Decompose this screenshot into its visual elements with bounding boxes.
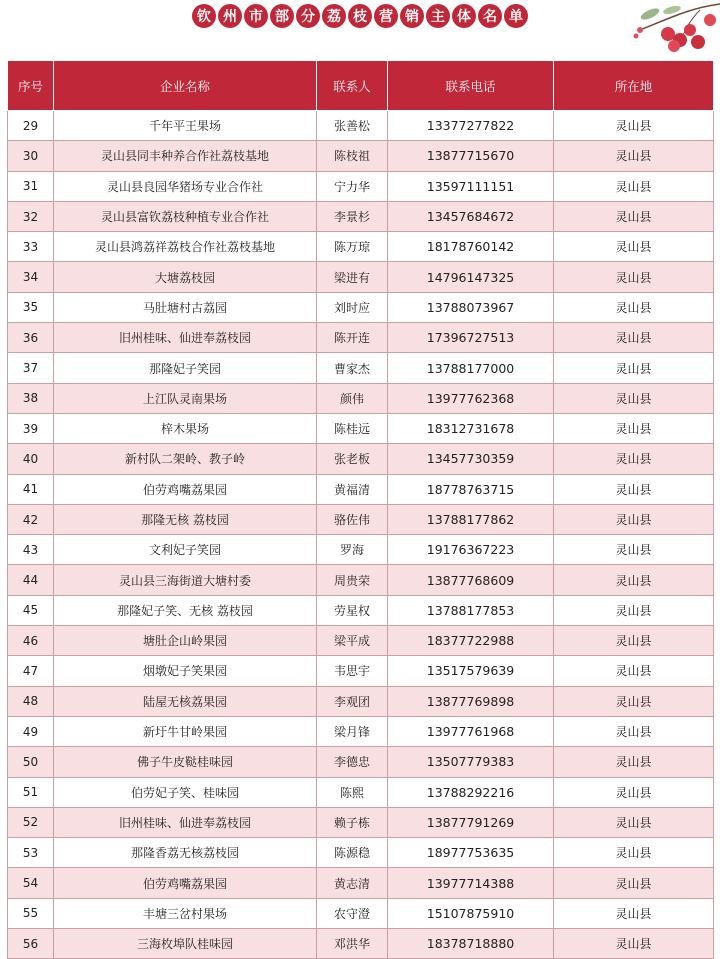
cell-phone: 13977714388 bbox=[388, 868, 554, 898]
cell-phone: 18178760142 bbox=[388, 232, 554, 262]
cell-name: 大塘荔枝园 bbox=[54, 262, 317, 292]
cell-contact: 农守澄 bbox=[317, 898, 388, 928]
cell-seq: 46 bbox=[8, 626, 54, 656]
cell-seq: 49 bbox=[8, 716, 54, 746]
cell-contact: 宁力华 bbox=[317, 171, 388, 201]
cell-phone: 19176367223 bbox=[388, 535, 554, 565]
cell-location: 灵山县 bbox=[554, 898, 714, 928]
cell-location: 灵山县 bbox=[554, 111, 714, 141]
cell-seq: 41 bbox=[8, 474, 54, 504]
cell-phone: 18377722988 bbox=[388, 626, 554, 656]
table-row bbox=[8, 504, 714, 534]
cell-seq: 32 bbox=[8, 201, 54, 231]
cell-location: 灵山县 bbox=[554, 716, 714, 746]
header-location: 所在地 bbox=[554, 61, 714, 111]
cell-seq: 37 bbox=[8, 353, 54, 383]
cell-seq: 29 bbox=[8, 111, 54, 141]
cell-name: 那隆香荔无核荔枝园 bbox=[54, 838, 317, 868]
cell-phone: 13977761968 bbox=[388, 716, 554, 746]
title-char: 单 bbox=[504, 4, 528, 28]
cell-contact: 韦思宇 bbox=[317, 656, 388, 686]
cell-contact: 黄志清 bbox=[317, 868, 388, 898]
cell-phone: 13977762368 bbox=[388, 383, 554, 413]
cell-location: 灵山县 bbox=[554, 323, 714, 353]
cell-contact: 赖子栋 bbox=[317, 807, 388, 837]
table-row bbox=[8, 656, 714, 686]
cell-name: 马肚塘村古荔园 bbox=[54, 292, 317, 322]
cell-phone: 13788292216 bbox=[388, 777, 554, 807]
table-row bbox=[8, 595, 714, 625]
table-header-row bbox=[8, 61, 714, 111]
cell-contact: 骆佐伟 bbox=[317, 504, 388, 534]
cell-phone: 13877769898 bbox=[388, 686, 554, 716]
cell-seq: 54 bbox=[8, 868, 54, 898]
cell-seq: 43 bbox=[8, 535, 54, 565]
cell-contact: 梁平成 bbox=[317, 626, 388, 656]
cell-phone: 18378718880 bbox=[388, 929, 554, 959]
cell-name: 旧州桂味、仙进奉荔枝园 bbox=[54, 807, 317, 837]
cell-seq: 33 bbox=[8, 232, 54, 262]
cell-contact: 陈枝祖 bbox=[317, 141, 388, 171]
cell-seq: 48 bbox=[8, 686, 54, 716]
cell-location: 灵山县 bbox=[554, 353, 714, 383]
cell-name: 伯劳鸡嘴荔果园 bbox=[54, 868, 317, 898]
cell-contact: 黄福清 bbox=[317, 474, 388, 504]
table-row bbox=[8, 383, 714, 413]
cell-phone: 13877791269 bbox=[388, 807, 554, 837]
cell-location: 灵山县 bbox=[554, 868, 714, 898]
cell-phone: 13457684672 bbox=[388, 201, 554, 231]
cell-location: 灵山县 bbox=[554, 413, 714, 443]
cell-phone: 13788177862 bbox=[388, 504, 554, 534]
cell-location: 灵山县 bbox=[554, 262, 714, 292]
cell-contact: 陈桂远 bbox=[317, 413, 388, 443]
cell-contact: 颜伟 bbox=[317, 383, 388, 413]
table-row bbox=[8, 626, 714, 656]
cell-location: 灵山县 bbox=[554, 201, 714, 231]
cell-location: 灵山县 bbox=[554, 565, 714, 595]
cell-contact: 邓洪华 bbox=[317, 929, 388, 959]
cell-location: 灵山县 bbox=[554, 777, 714, 807]
cell-contact: 陈熙 bbox=[317, 777, 388, 807]
cell-seq: 50 bbox=[8, 747, 54, 777]
cell-name: 文利妃子笑园 bbox=[54, 535, 317, 565]
cell-phone: 18977753635 bbox=[388, 838, 554, 868]
cell-phone: 13788177000 bbox=[388, 353, 554, 383]
cell-location: 灵山县 bbox=[554, 535, 714, 565]
cell-name: 那隆无核 荔枝园 bbox=[54, 504, 317, 534]
table-row bbox=[8, 868, 714, 898]
cell-location: 灵山县 bbox=[554, 383, 714, 413]
cell-contact: 李景杉 bbox=[317, 201, 388, 231]
cell-seq: 34 bbox=[8, 262, 54, 292]
cell-seq: 56 bbox=[8, 929, 54, 959]
cell-seq: 31 bbox=[8, 171, 54, 201]
cell-contact: 梁月锋 bbox=[317, 716, 388, 746]
cell-seq: 52 bbox=[8, 807, 54, 837]
table-row bbox=[8, 111, 714, 141]
table-row bbox=[8, 716, 714, 746]
cell-location: 灵山县 bbox=[554, 656, 714, 686]
cell-phone: 13507779383 bbox=[388, 747, 554, 777]
cell-seq: 53 bbox=[8, 838, 54, 868]
table-row bbox=[8, 232, 714, 262]
cell-contact: 陈开连 bbox=[317, 323, 388, 353]
cell-location: 灵山县 bbox=[554, 292, 714, 322]
cell-name: 上江队灵南果场 bbox=[54, 383, 317, 413]
header-seq: 序号 bbox=[8, 61, 54, 111]
cell-seq: 39 bbox=[8, 413, 54, 443]
cell-seq: 40 bbox=[8, 444, 54, 474]
cell-name: 新村队二架岭、教子岭 bbox=[54, 444, 317, 474]
cell-location: 灵山县 bbox=[554, 686, 714, 716]
table-row bbox=[8, 444, 714, 474]
title-char: 钦 bbox=[192, 4, 216, 28]
cell-contact: 张老板 bbox=[317, 444, 388, 474]
cell-phone: 13377277822 bbox=[388, 111, 554, 141]
cell-location: 灵山县 bbox=[554, 807, 714, 837]
cell-seq: 47 bbox=[8, 656, 54, 686]
header-name: 企业名称 bbox=[54, 61, 317, 111]
title-char: 营 bbox=[374, 4, 398, 28]
title-char: 名 bbox=[478, 4, 502, 28]
header-contact: 联系人 bbox=[317, 61, 388, 111]
table-row bbox=[8, 323, 714, 353]
table-row bbox=[8, 353, 714, 383]
table-row bbox=[8, 474, 714, 504]
cell-name: 伯劳妃子笑、桂味园 bbox=[54, 777, 317, 807]
cell-contact: 曹家杰 bbox=[317, 353, 388, 383]
cell-seq: 35 bbox=[8, 292, 54, 322]
cell-contact: 罗海 bbox=[317, 535, 388, 565]
cell-seq: 55 bbox=[8, 898, 54, 928]
header-phone: 联系电话 bbox=[388, 61, 554, 111]
cell-name: 灵山县鸿荔祥荔枝合作社荔枝基地 bbox=[54, 232, 317, 262]
cell-seq: 44 bbox=[8, 565, 54, 595]
cell-name: 那隆妃子笑、无核 荔枝园 bbox=[54, 595, 317, 625]
cell-contact: 陈源稳 bbox=[317, 838, 388, 868]
cell-contact: 张善松 bbox=[317, 111, 388, 141]
cell-name: 陆屋无核荔果园 bbox=[54, 686, 317, 716]
cell-seq: 38 bbox=[8, 383, 54, 413]
cell-location: 灵山县 bbox=[554, 444, 714, 474]
cell-contact: 李德忠 bbox=[317, 747, 388, 777]
cell-location: 灵山县 bbox=[554, 747, 714, 777]
enterprise-table bbox=[7, 60, 714, 959]
cell-seq: 51 bbox=[8, 777, 54, 807]
table-row bbox=[8, 535, 714, 565]
cell-location: 灵山县 bbox=[554, 626, 714, 656]
cell-contact: 周贵荣 bbox=[317, 565, 388, 595]
cell-seq: 36 bbox=[8, 323, 54, 353]
cell-contact: 梁进有 bbox=[317, 262, 388, 292]
table-row bbox=[8, 807, 714, 837]
title-char: 州 bbox=[218, 4, 242, 28]
cell-phone: 13788177853 bbox=[388, 595, 554, 625]
cell-phone: 18312731678 bbox=[388, 413, 554, 443]
lychee-decoration bbox=[610, 0, 720, 56]
cell-name: 灵山县良园华猪场专业合作社 bbox=[54, 171, 317, 201]
title-char: 体 bbox=[452, 4, 476, 28]
cell-location: 灵山县 bbox=[554, 171, 714, 201]
cell-phone: 13788073967 bbox=[388, 292, 554, 322]
cell-name: 灵山县三海街道大塘村委 bbox=[54, 565, 317, 595]
cell-location: 灵山县 bbox=[554, 141, 714, 171]
table-row bbox=[8, 171, 714, 201]
table-row bbox=[8, 838, 714, 868]
table-row bbox=[8, 777, 714, 807]
title-char: 主 bbox=[426, 4, 450, 28]
table-row bbox=[8, 747, 714, 777]
cell-seq: 42 bbox=[8, 504, 54, 534]
cell-phone: 18778763715 bbox=[388, 474, 554, 504]
table-row bbox=[8, 929, 714, 959]
cell-contact: 李观团 bbox=[317, 686, 388, 716]
cell-phone: 13457730359 bbox=[388, 444, 554, 474]
title-char: 市 bbox=[244, 4, 268, 28]
cell-name: 旧州桂味、仙进奉荔枝园 bbox=[54, 323, 317, 353]
title-char: 部 bbox=[270, 4, 294, 28]
table-row bbox=[8, 413, 714, 443]
table-row bbox=[8, 686, 714, 716]
cell-name: 那隆妃子笑园 bbox=[54, 353, 317, 383]
cell-seq: 45 bbox=[8, 595, 54, 625]
title-char: 枝 bbox=[348, 4, 372, 28]
cell-name: 新圩牛甘岭果园 bbox=[54, 716, 317, 746]
cell-seq: 30 bbox=[8, 141, 54, 171]
cell-name: 灵山县富钦荔枝种植专业合作社 bbox=[54, 201, 317, 231]
cell-name: 梓木果场 bbox=[54, 413, 317, 443]
table-row bbox=[8, 141, 714, 171]
cell-phone: 15107875910 bbox=[388, 898, 554, 928]
cell-location: 灵山县 bbox=[554, 595, 714, 625]
cell-phone: 13877715670 bbox=[388, 141, 554, 171]
table-row bbox=[8, 565, 714, 595]
cell-location: 灵山县 bbox=[554, 929, 714, 959]
cell-contact: 刘时应 bbox=[317, 292, 388, 322]
title-char: 销 bbox=[400, 4, 424, 28]
cell-phone: 13597111151 bbox=[388, 171, 554, 201]
cell-phone: 13877768609 bbox=[388, 565, 554, 595]
cell-name: 千年平王果场 bbox=[54, 111, 317, 141]
cell-phone: 17396727513 bbox=[388, 323, 554, 353]
cell-name: 丰塘三岔村果场 bbox=[54, 898, 317, 928]
cell-location: 灵山县 bbox=[554, 474, 714, 504]
cell-name: 佛子牛皮鞑桂味园 bbox=[54, 747, 317, 777]
title-char: 分 bbox=[296, 4, 320, 28]
title-char: 荔 bbox=[322, 4, 346, 28]
cell-name: 三海枚埠队桂味园 bbox=[54, 929, 317, 959]
cell-location: 灵山县 bbox=[554, 232, 714, 262]
cell-phone: 13517579639 bbox=[388, 656, 554, 686]
cell-phone: 14796147325 bbox=[388, 262, 554, 292]
cell-contact: 劳星权 bbox=[317, 595, 388, 625]
table-row bbox=[8, 898, 714, 928]
cell-name: 灵山县同丰种养合作社荔枝基地 bbox=[54, 141, 317, 171]
cell-name: 烟墩妃子笑果园 bbox=[54, 656, 317, 686]
cell-location: 灵山县 bbox=[554, 504, 714, 534]
table-row bbox=[8, 201, 714, 231]
cell-location: 灵山县 bbox=[554, 838, 714, 868]
table-row bbox=[8, 292, 714, 322]
cell-name: 塘肚企山岭果园 bbox=[54, 626, 317, 656]
cell-name: 伯劳鸡嘴荔果园 bbox=[54, 474, 317, 504]
cell-contact: 陈万琼 bbox=[317, 232, 388, 262]
table-row bbox=[8, 262, 714, 292]
